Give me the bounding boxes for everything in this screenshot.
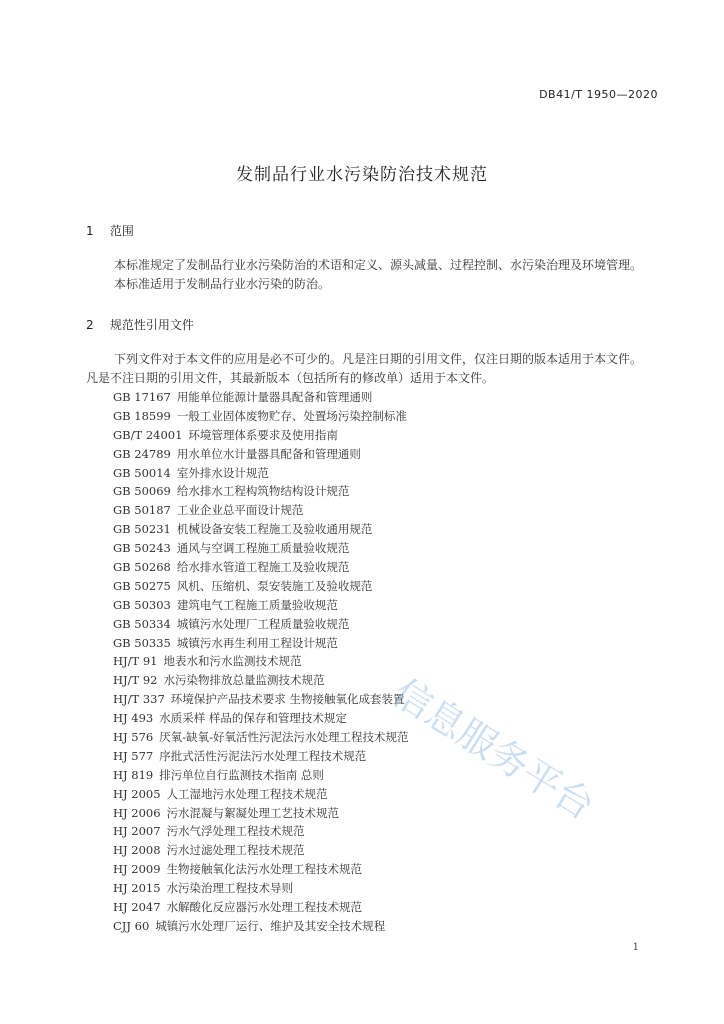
reference-title: 水解酸化反应器污水处理工程技术规范 [166, 900, 363, 915]
reference-title: 环境管理体系要求及使用指南 [188, 427, 338, 442]
section-title: 范围 [109, 224, 134, 238]
reference-title: 风机、压缩机、泵安装施工及验收规范 [176, 578, 373, 593]
reference-title: 序批式活性污泥法污水处理工程技术规范 [159, 748, 367, 763]
reference-code: GB 50069 [113, 484, 171, 499]
document-code: DB41/T 1950—2020 [539, 88, 658, 101]
reference-item [113, 917, 673, 936]
reference-item [113, 388, 673, 407]
reference-title: 城镇污水处理厂工程质量验收规范 [176, 616, 350, 631]
reference-item [113, 766, 673, 785]
reference-code: HJ/T 91 [113, 654, 158, 669]
reference-item [113, 690, 673, 709]
reference-item [113, 652, 673, 671]
reference-code: HJ 2007 [113, 824, 161, 839]
reference-code: GB 50275 [113, 578, 171, 593]
intro-line: 下列文件对于本文件的应用是必不可少的。凡是注日期的引用文件，仅注日期的版本适用于本文件。 [114, 352, 643, 366]
page-number: 1 [632, 942, 639, 953]
reference-item [113, 445, 673, 464]
reference-title: 污水气浮处理工程技术规范 [166, 824, 305, 839]
reference-item [113, 426, 673, 445]
reference-item [113, 879, 673, 898]
references-intro [86, 350, 666, 388]
reference-title: 厌氧-缺氧-好氧活性污泥法污水处理工程技术规范 [159, 730, 409, 745]
reference-code: GB 50243 [113, 541, 171, 556]
reference-list [113, 388, 673, 936]
reference-title: 污水混凝与絮凝处理工艺技术规范 [166, 805, 340, 820]
reference-title: 室外排水设计规范 [176, 465, 269, 480]
reference-item [113, 860, 673, 879]
reference-title: 一般工业固体废物贮存、处置场污染控制标准 [176, 408, 407, 423]
reference-code: GB 50231 [113, 522, 171, 537]
reference-item [113, 558, 673, 577]
reference-item [113, 747, 673, 766]
reference-title: 地表水和污水监测技术规范 [163, 654, 302, 669]
reference-title: 水污染治理工程技术导则 [166, 881, 294, 896]
reference-title: 工业企业总平面设计规范 [176, 503, 304, 518]
reference-code: HJ 2006 [113, 805, 161, 820]
reference-title: 用水单位水计量器具配备和管理通则 [176, 446, 361, 461]
reference-code: HJ 2008 [113, 843, 161, 858]
reference-code: GB 17167 [113, 390, 171, 404]
scope-body [86, 256, 660, 294]
reference-item [113, 501, 673, 520]
reference-code: HJ 2005 [113, 786, 161, 801]
reference-code: HJ 2047 [113, 900, 161, 915]
reference-code: GB 50335 [113, 635, 171, 650]
reference-title: 人工湿地污水处理工程技术规范 [166, 786, 328, 801]
reference-code: GB/T 24001 [113, 427, 183, 442]
section-number: 1 [86, 224, 94, 238]
section-number: 2 [86, 318, 94, 332]
watermark-text: 信息服务平台 [385, 670, 602, 829]
reference-item [113, 539, 673, 558]
reference-code: HJ/T 337 [113, 692, 165, 707]
reference-item [113, 822, 673, 841]
reference-title: 水污染物排放总量监测技术规范 [163, 673, 325, 688]
reference-item [113, 407, 673, 426]
reference-code: HJ 576 [113, 730, 154, 745]
reference-item [113, 841, 673, 860]
reference-title: 机械设备安装工程施工及验收通用规范 [176, 522, 373, 537]
reference-title: 污水过滤处理工程技术规范 [166, 843, 305, 858]
reference-title: 建筑电气工程施工质量验收规范 [176, 597, 338, 612]
reference-title: 城镇污水再生利用工程设计规范 [176, 635, 338, 650]
reference-code: GB 50187 [113, 503, 171, 518]
reference-title: 水质采样 样品的保存和管理技术规定 [159, 711, 347, 726]
scope-paragraph: 本标准适用于发制品行业水污染的防治。 [114, 277, 331, 291]
reference-item [113, 804, 673, 823]
section-heading-scope [86, 222, 134, 239]
reference-title: 环境保护产品技术要求 生物接触氧化成套装置 [170, 692, 405, 707]
reference-title: 给水排水管道工程施工及验收规范 [176, 560, 350, 575]
reference-item [113, 671, 673, 690]
reference-item [113, 728, 673, 747]
reference-title: 生物接触氧化法污水处理工程技术规范 [166, 862, 363, 877]
reference-code: GB 50268 [113, 560, 171, 575]
reference-item [113, 785, 673, 804]
reference-code: GB 50303 [113, 597, 171, 612]
section-title: 规范性引用文件 [109, 318, 194, 332]
reference-title: 城镇污水处理厂运行、维护及其安全技术规程 [155, 918, 386, 933]
reference-title: 给水排水工程构筑物结构设计规范 [176, 484, 350, 499]
section-heading-normative-references [86, 316, 194, 333]
reference-code: HJ/T 92 [113, 673, 158, 688]
reference-item [113, 464, 673, 483]
reference-code: GB 50334 [113, 616, 171, 631]
reference-code: HJ 577 [113, 748, 154, 763]
reference-item [113, 615, 673, 634]
reference-item [113, 709, 673, 728]
reference-title: 排污单位自行监测技术指南 总则 [159, 767, 324, 782]
reference-item [113, 520, 673, 539]
reference-code: GB 24789 [113, 446, 171, 461]
reference-item [113, 577, 673, 596]
reference-code: HJ 493 [113, 711, 154, 726]
reference-title: 用能单位能源计量器具配备和管理通则 [176, 390, 373, 404]
reference-code: CJJ 60 [113, 918, 150, 933]
reference-item [113, 482, 673, 501]
document-title: 发制品行业水污染防治技术规范 [236, 165, 488, 185]
reference-code: HJ 819 [113, 767, 154, 782]
reference-item [113, 634, 673, 653]
intro-line: 凡是不注日期的引用文件，其最新版本（包括所有的修改单）适用于本文件。 [86, 371, 495, 385]
reference-title: 通风与空调工程施工质量验收规范 [176, 541, 350, 556]
reference-item [113, 898, 673, 917]
reference-code: HJ 2009 [113, 862, 161, 877]
reference-code: GB 18599 [113, 408, 171, 423]
reference-code: HJ 2015 [113, 881, 161, 896]
scope-paragraph: 本标准规定了发制品行业水污染防治的术语和定义、源头减量、过程控制、水污染治理及环境管理。 [114, 258, 643, 272]
reference-code: GB 50014 [113, 465, 171, 480]
reference-item [113, 596, 673, 615]
